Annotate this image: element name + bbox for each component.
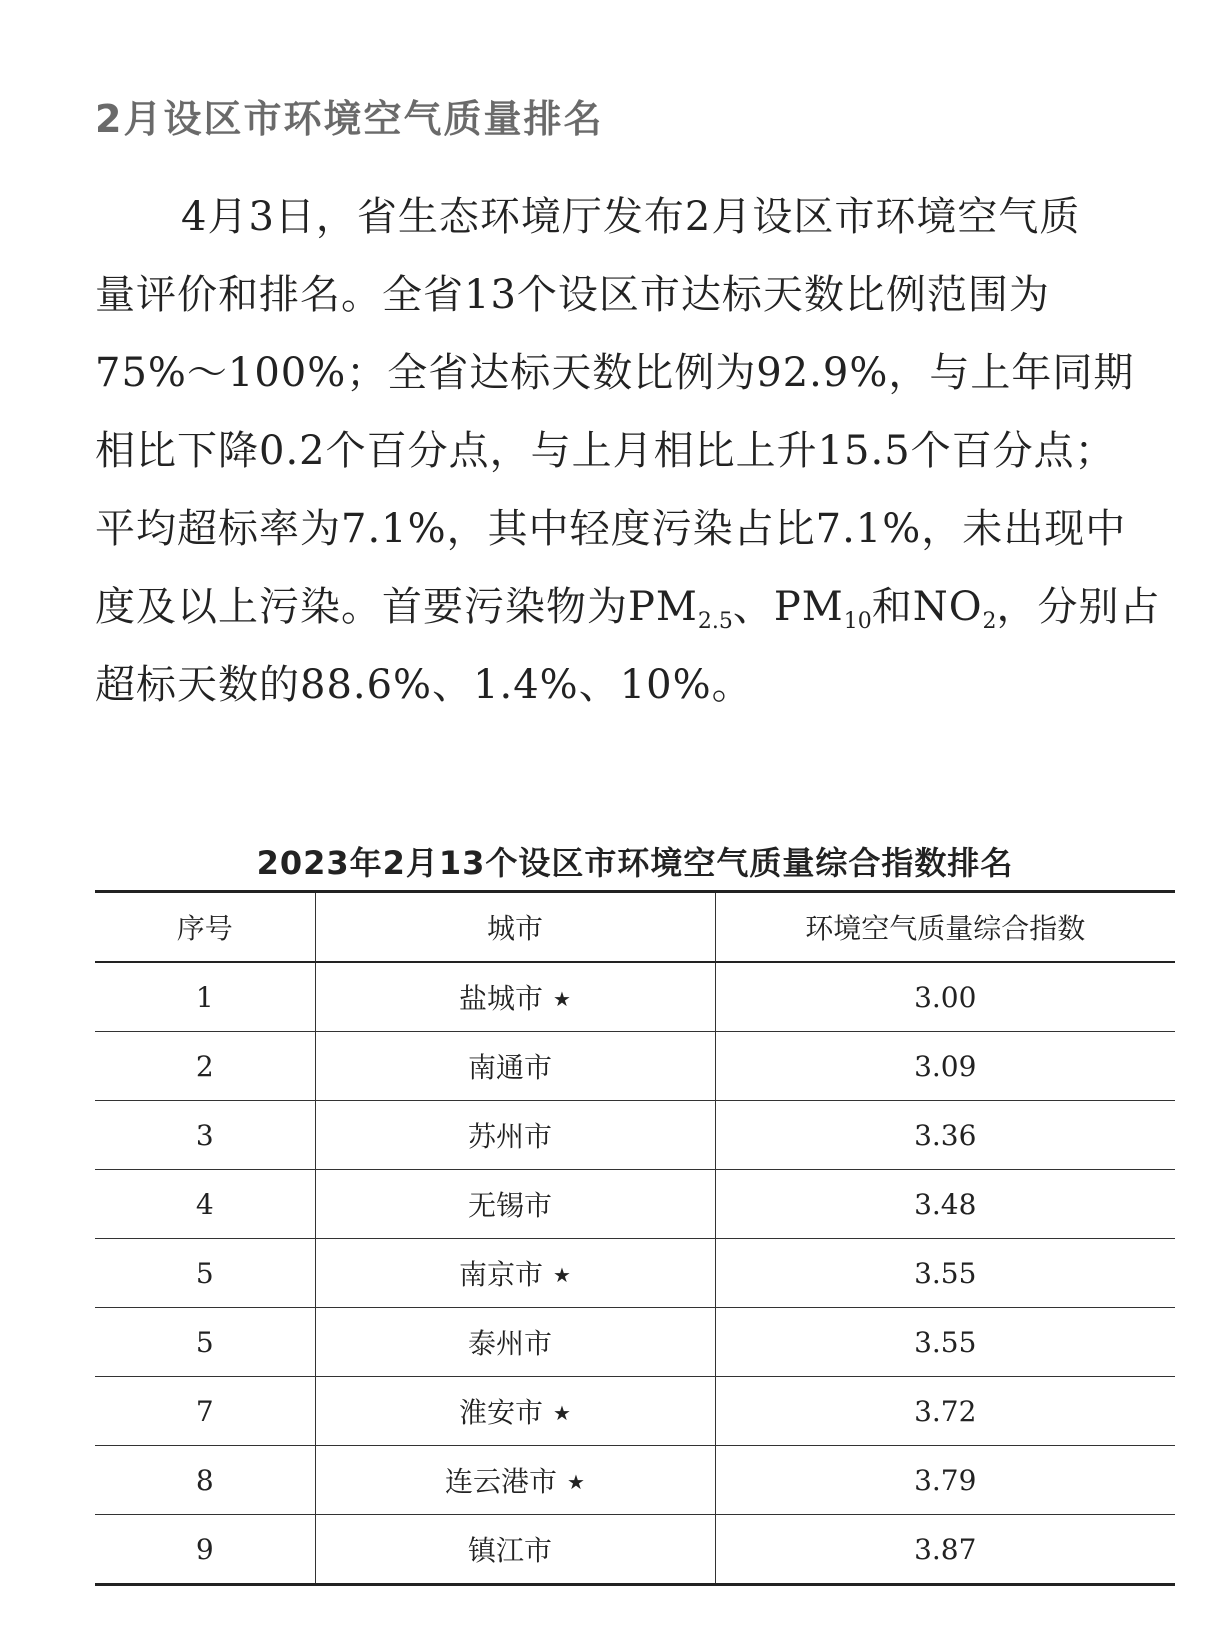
article-body <box>95 178 1175 724</box>
rank-cell: 7 <box>95 1377 315 1446</box>
city-cell <box>315 1032 715 1101</box>
column-header-city: 城市 <box>315 892 715 963</box>
city-name: 南通市 <box>467 1051 552 1084</box>
index-cell: 3.36 <box>715 1101 1175 1170</box>
rank-cell: 3 <box>95 1101 315 1170</box>
paragraph-line: 4月3日，省生态环境厅发布2月设区市环境空气质 <box>181 194 1081 240</box>
rank-cell: 5 <box>95 1239 315 1308</box>
index-cell: 3.00 <box>715 962 1175 1032</box>
column-header-index: 环境空气质量综合指数 <box>715 892 1175 963</box>
table-row <box>95 1101 1175 1170</box>
table-row <box>95 1308 1175 1377</box>
city-cell <box>315 1170 715 1239</box>
index-cell: 3.55 <box>715 1239 1175 1308</box>
rank-cell: 1 <box>95 962 315 1032</box>
table-row <box>95 1032 1175 1101</box>
city-cell <box>315 1239 715 1308</box>
star-icon: ★ <box>553 1401 571 1425</box>
table-row <box>95 1170 1175 1239</box>
city-name: 苏州市 <box>467 1120 552 1153</box>
star-icon: ★ <box>553 987 571 1011</box>
ranking-table <box>95 890 1175 1586</box>
rank-cell: 4 <box>95 1170 315 1239</box>
index-cell: 3.55 <box>715 1308 1175 1377</box>
text-run: ，分别占 <box>996 584 1161 630</box>
index-cell: 3.48 <box>715 1170 1175 1239</box>
city-name: 淮安市 <box>459 1396 544 1429</box>
paragraph-line: 超标天数的88.6%、1.4%、10%。 <box>95 662 753 708</box>
city-name: 连云港市 <box>445 1465 558 1498</box>
star-icon: ★ <box>553 1263 571 1287</box>
rank-cell: 9 <box>95 1515 315 1585</box>
index-cell: 3.87 <box>715 1515 1175 1585</box>
index-cell: 3.09 <box>715 1032 1175 1101</box>
paragraph-line-pollutants <box>95 568 1175 646</box>
paragraph-line: 量评价和排名。全省13个设区市达标天数比例范围为 <box>95 272 1050 318</box>
city-cell <box>315 1308 715 1377</box>
table-row <box>95 962 1175 1032</box>
table-row <box>95 1446 1175 1515</box>
table-title: 2023年2月13个设区市环境空气质量综合指数排名 <box>256 844 1014 882</box>
city-cell <box>315 1515 715 1585</box>
city-cell <box>315 1101 715 1170</box>
subscript: 10 <box>843 609 872 634</box>
table-header-row <box>95 892 1175 963</box>
city-cell <box>315 962 715 1032</box>
city-cell <box>315 1377 715 1446</box>
table-row <box>95 1377 1175 1446</box>
table-row <box>95 1239 1175 1308</box>
text-run: 和NO <box>871 584 983 630</box>
city-name: 镇江市 <box>467 1534 552 1567</box>
index-cell: 3.79 <box>715 1446 1175 1515</box>
rank-cell: 8 <box>95 1446 315 1515</box>
rank-cell: 5 <box>95 1308 315 1377</box>
subscript: 2 <box>982 609 997 634</box>
rank-cell: 2 <box>95 1032 315 1101</box>
city-name: 泰州市 <box>467 1327 552 1360</box>
table-row <box>95 1515 1175 1585</box>
city-cell <box>315 1446 715 1515</box>
index-cell: 3.72 <box>715 1377 1175 1446</box>
paragraph-line: 相比下降0.2个百分点，与上月相比上升15.5个百分点； <box>95 428 1116 474</box>
column-header-rank: 序号 <box>95 892 315 963</box>
city-name: 南京市 <box>459 1258 544 1291</box>
city-name: 盐城市 <box>459 982 544 1015</box>
paragraph-line: 75%～100%；全省达标天数比例为92.9%，与上年同期 <box>95 350 1135 396</box>
article-heading: 2月设区市环境空气质量排名 <box>95 97 604 141</box>
text-run: 、PM <box>732 584 844 630</box>
subscript: 2.5 <box>697 609 733 634</box>
text-run: 度及以上污染。首要污染物为PM <box>95 584 698 630</box>
city-name: 无锡市 <box>467 1189 552 1222</box>
star-icon: ★ <box>567 1470 585 1494</box>
paragraph-line: 平均超标率为7.1%，其中轻度污染占比7.1%，未出现中 <box>95 506 1127 552</box>
